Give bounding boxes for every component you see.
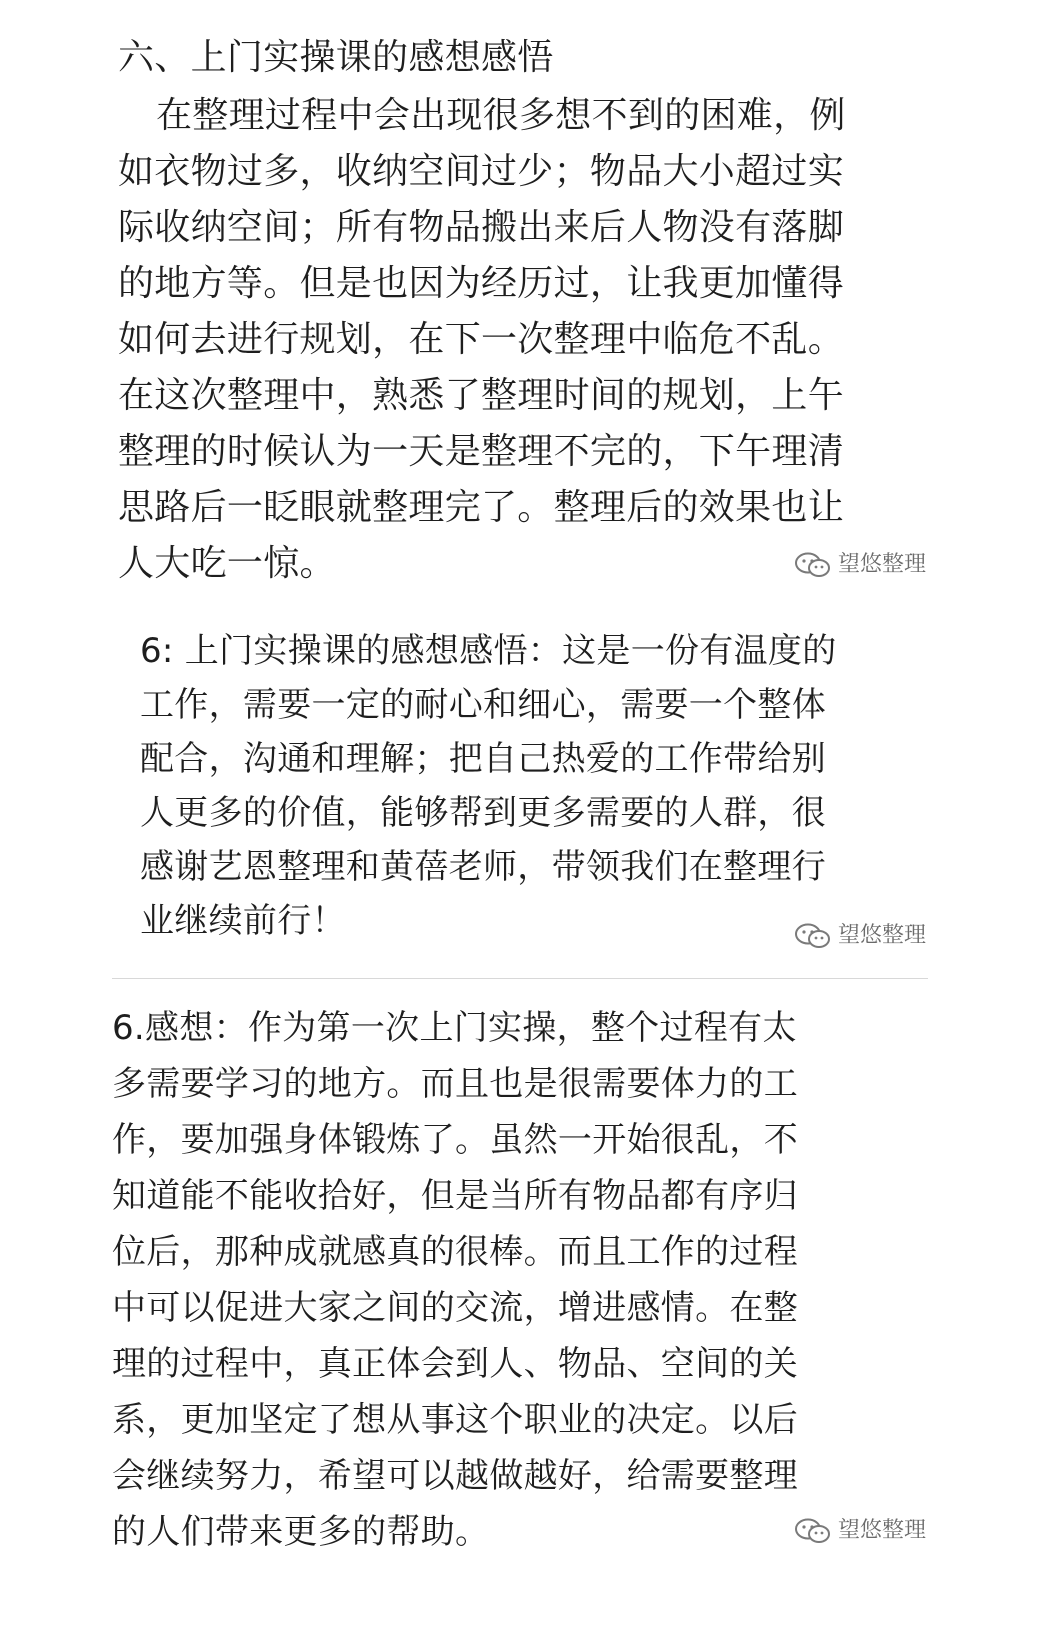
section-2-line: 工作，需要一定的耐心和细心，需要一个整体 bbox=[140, 685, 826, 725]
section-1-line: 整理的时候认为一天是整理不完的，下午理清 bbox=[118, 431, 845, 472]
section-1-line: 思路后一眨眼就整理完了。整理后的效果也让 bbox=[118, 487, 845, 528]
section-3-line: 系，更加坚定了想从事这个职业的决定。以后 bbox=[112, 1400, 798, 1440]
section-3-line: 会继续努力，希望可以越做越好，给需要整理 bbox=[112, 1456, 798, 1496]
section-1-line: 的地方等。但是也因为经历过，让我更加懂得 bbox=[118, 263, 845, 304]
watermark-text: 望悠整理 bbox=[838, 552, 927, 577]
watermark bbox=[794, 922, 926, 950]
section-3-line: 中可以促进大家之间的交流，增进感情。在整 bbox=[112, 1288, 798, 1328]
wechat-icon bbox=[794, 1517, 832, 1545]
section-2-line: 感谢艺恩整理和黄蓓老师，带领我们在整理行 bbox=[140, 847, 826, 887]
section-2-line: 人更多的价值，能够帮到更多需要的人群，很 bbox=[140, 793, 826, 833]
section-1-line: 人大吃一惊。 bbox=[118, 543, 336, 584]
section-divider bbox=[112, 978, 928, 979]
watermark bbox=[794, 551, 926, 579]
wechat-icon bbox=[794, 551, 832, 579]
section-1-line: 如衣物过多，收纳空间过少；物品大小超过实 bbox=[118, 151, 845, 192]
section-3-line: 知道能不能收拾好，但是当所有物品都有序归 bbox=[112, 1176, 798, 1216]
watermark bbox=[794, 1517, 926, 1545]
section-3-line: 的人们带来更多的帮助。 bbox=[112, 1512, 490, 1552]
section-1-line: 际收纳空间；所有物品搬出来后人物没有落脚 bbox=[118, 207, 845, 248]
section-1-line: 在这次整理中，熟悉了整理时间的规划，上午 bbox=[118, 375, 845, 416]
wechat-icon bbox=[794, 922, 832, 950]
section-3-line: 理的过程中，真正体会到人、物品、空间的关 bbox=[112, 1344, 798, 1384]
section-2-line: 业继续前行！ bbox=[140, 901, 346, 941]
watermark-text: 望悠整理 bbox=[838, 1518, 927, 1543]
section-3-line: 多需要学习的地方。而且也是很需要体力的工 bbox=[112, 1064, 798, 1104]
section-3-line: 作，要加强身体锻炼了。虽然一开始很乱，不 bbox=[112, 1120, 798, 1160]
section-2-line: 配合，沟通和理解；把自己热爱的工作带给别 bbox=[140, 739, 826, 779]
section-3-line: 6.感想：作为第一次上门实操，整个过程有太 bbox=[112, 1008, 797, 1048]
section-2-line: 6: 上门实操课的感想感悟：这是一份有温度的 bbox=[140, 631, 837, 671]
watermark-text: 望悠整理 bbox=[838, 923, 927, 948]
section-1-line: 在整理过程中会出现很多想不到的困难，例 bbox=[156, 95, 846, 136]
section-1-heading: 六、上门实操课的感想感悟 bbox=[118, 37, 554, 78]
section-1-line: 如何去进行规划，在下一次整理中临危不乱。 bbox=[118, 319, 845, 360]
section-3-line: 位后，那种成就感真的很棒。而且工作的过程 bbox=[112, 1232, 798, 1272]
